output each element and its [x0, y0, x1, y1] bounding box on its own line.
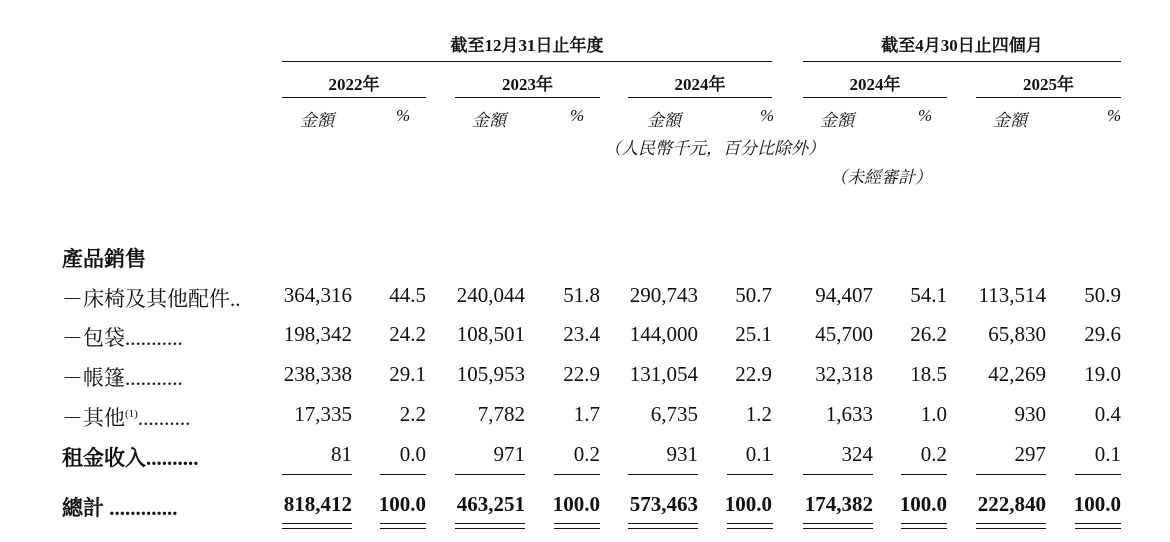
percent-cell: 24.2: [389, 322, 426, 346]
subtotal-rule: [455, 474, 525, 475]
subtotal-rule: [727, 474, 773, 475]
percent-cell: 1.0: [920, 402, 947, 426]
total-double-rule: [455, 523, 525, 529]
amount-cell: 131,054: [629, 362, 698, 386]
percent-cell: 23.4: [563, 322, 600, 346]
year-rule-2025-4m: [976, 97, 1121, 98]
total-double-rule: [976, 523, 1046, 529]
total-amount-cell: 222,840: [977, 492, 1046, 516]
col-header-percent: %: [396, 106, 411, 125]
currency-note: （人民幣千元，百分比除外）: [604, 139, 825, 158]
amount-cell: 45,700: [815, 322, 873, 346]
total-amount-cell: 818,412: [283, 492, 352, 516]
amount-cell: 238,338: [283, 362, 352, 386]
percent-cell: 22.9: [735, 362, 772, 386]
total-double-rule: [803, 523, 873, 529]
total-double-rule: [1075, 523, 1121, 529]
amount-cell: 81: [331, 442, 352, 466]
percent-cell: 0.2: [573, 442, 600, 466]
col-header-amount: 金額: [300, 111, 334, 130]
col-header-percent: %: [760, 106, 775, 125]
amount-cell: 105,953: [456, 362, 525, 386]
percent-cell: 50.9: [1084, 283, 1121, 307]
percent-cell: 25.1: [735, 322, 772, 346]
total-double-rule: [628, 523, 698, 529]
amount-cell: 930: [1014, 402, 1046, 426]
subtotal-rule: [1075, 474, 1121, 475]
percent-cell: 18.5: [910, 362, 947, 386]
group-rule-four-months: [803, 61, 1121, 62]
percent-cell: 19.0: [1084, 362, 1121, 386]
section-title-product-sales: 產品銷售: [62, 247, 146, 271]
col-header-percent: %: [570, 106, 585, 125]
row-label-others-text: －其他: [62, 406, 125, 430]
header-group-four-months: 截至4月30日止四個月: [881, 36, 1043, 55]
amount-cell: 42,269: [988, 362, 1046, 386]
total-amount-cell: 573,463: [629, 492, 698, 516]
total-percent-cell: 100.0: [378, 492, 426, 516]
col-header-percent: %: [918, 106, 933, 125]
percent-cell: 0.1: [1094, 442, 1121, 466]
total-amount-cell: 463,251: [456, 492, 525, 516]
total-double-rule: [901, 523, 947, 529]
row-label-rental-income: 租金收入..........: [62, 446, 199, 470]
year-rule-2023: [455, 97, 600, 98]
total-double-rule: [727, 523, 773, 529]
amount-cell: 32,318: [815, 362, 873, 386]
percent-cell: 54.1: [910, 283, 947, 307]
percent-cell: 26.2: [910, 322, 947, 346]
percent-cell: 1.7: [573, 402, 600, 426]
percent-cell: 0.4: [1094, 402, 1121, 426]
total-double-rule: [380, 523, 426, 529]
year-header-2024: 2024年: [674, 75, 726, 94]
percent-cell: 50.7: [735, 283, 772, 307]
row-label-total: 總計 .............: [62, 496, 178, 520]
amount-cell: 364,316: [283, 283, 352, 307]
total-amount-cell: 174,382: [804, 492, 873, 516]
total-percent-cell: 100.0: [1073, 492, 1121, 516]
group-rule-fiscal-year: [282, 61, 772, 62]
subtotal-rule: [901, 474, 947, 475]
row-label-furniture: －床椅及其他配件..: [62, 287, 241, 311]
year-header-2024-4m: 2024年: [849, 75, 901, 94]
header-group-fiscal-year: 截至12月31日止年度: [450, 36, 604, 55]
amount-cell: 971: [493, 442, 525, 466]
percent-cell: 0.2: [920, 442, 947, 466]
amount-cell: 65,830: [988, 322, 1046, 346]
row-label-others: [62, 402, 190, 432]
percent-cell: 29.1: [389, 362, 426, 386]
percent-cell: 0.0: [399, 442, 426, 466]
col-header-percent: %: [1107, 106, 1122, 125]
percent-cell: 2.2: [399, 402, 426, 426]
subtotal-rule: [380, 474, 426, 475]
subtotal-rule: [554, 474, 600, 475]
amount-cell: 1,633: [825, 402, 873, 426]
subtotal-rule: [976, 474, 1046, 475]
year-rule-2024-4m: [803, 97, 947, 98]
total-double-rule: [554, 523, 600, 529]
percent-cell: 51.8: [563, 283, 600, 307]
amount-cell: 290,743: [629, 283, 698, 307]
year-rule-2024: [628, 97, 772, 98]
amount-cell: 17,335: [294, 402, 352, 426]
col-header-amount: 金額: [993, 111, 1027, 130]
percent-cell: 1.2: [745, 402, 772, 426]
amount-cell: 324: [841, 442, 873, 466]
amount-cell: 297: [1014, 442, 1046, 466]
percent-cell: 29.6: [1084, 322, 1121, 346]
total-percent-cell: 100.0: [899, 492, 947, 516]
amount-cell: 240,044: [456, 283, 525, 307]
amount-cell: 931: [666, 442, 698, 466]
amount-cell: 7,782: [477, 402, 525, 426]
subtotal-rule: [628, 474, 698, 475]
amount-cell: 108,501: [456, 322, 525, 346]
percent-cell: 44.5: [389, 283, 426, 307]
row-label-others-dots: ..........: [137, 406, 191, 430]
year-header-2022: 2022年: [328, 75, 380, 94]
row-label-bags: －包袋...........: [62, 326, 183, 350]
amount-cell: 144,000: [629, 322, 698, 346]
total-double-rule: [282, 523, 352, 529]
col-header-amount: 金額: [820, 111, 854, 130]
amount-cell: 198,342: [283, 322, 352, 346]
row-label-tents: －帳篷...........: [62, 366, 183, 390]
unaudited-note: （未經審計）: [830, 168, 932, 187]
col-header-amount: 金額: [647, 111, 681, 130]
percent-cell: 0.1: [745, 442, 772, 466]
total-percent-cell: 100.0: [724, 492, 772, 516]
percent-cell: 22.9: [563, 362, 600, 386]
year-header-2023: 2023年: [502, 75, 553, 94]
amount-cell: 94,407: [815, 283, 873, 307]
amount-cell: 113,514: [978, 283, 1046, 307]
col-header-amount: 金額: [472, 111, 506, 130]
year-header-2025-4m: 2025年: [1023, 75, 1074, 94]
footnote-marker: (1): [125, 408, 138, 420]
year-rule-2022: [282, 97, 426, 98]
total-percent-cell: 100.0: [552, 492, 600, 516]
subtotal-rule: [282, 474, 352, 475]
subtotal-rule: [803, 474, 873, 475]
amount-cell: 6,735: [650, 402, 698, 426]
